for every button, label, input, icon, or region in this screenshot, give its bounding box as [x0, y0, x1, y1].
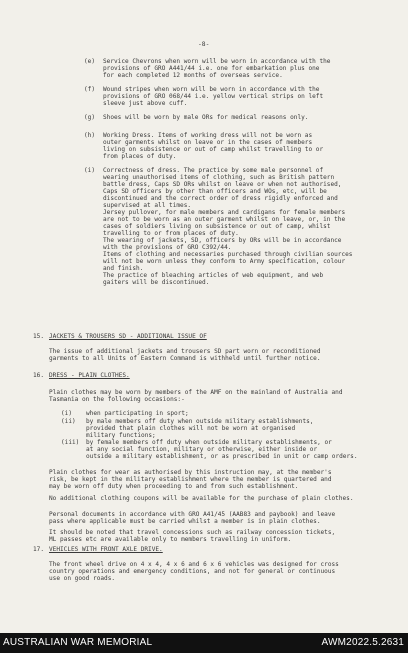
section-heading: JACKETS & TROUSERS SD - ADDITIONAL ISSUE OF: [49, 333, 207, 340]
paragraph-line: ML passes etc are available only to members travelling in uniform.: [49, 536, 292, 543]
item-text-line: provisions of GRO 068/44 i.e. yellow vertical strips on left: [103, 93, 324, 100]
item-text-line: Items of clothing and necessaries purchased through civilian sources: [103, 251, 353, 258]
item-text-line: supervised at all times.: [103, 202, 192, 209]
paragraph-line: The issue of additional jackets and trousers SD part worn or reconditioned: [49, 348, 321, 355]
item-text-line: and finish.: [103, 265, 144, 272]
item-text-line: are not to be worn as an outer garment whilst on leave, or, in the: [103, 216, 346, 223]
occasion-text-line: outside a military establishment, or as prescribed in unit or camp orders.: [86, 453, 358, 460]
item-text-line: wearing unauthorised items of clothing, such as British pattern: [103, 174, 335, 181]
item-text-line: discontinued and the correct order of dress rigidly enforced and: [103, 195, 338, 202]
item-text-line: Jersey pullover, for male members and cardigans for female members: [103, 209, 346, 216]
occasion-marker: (ii): [61, 418, 76, 425]
item-text-line: travelling to or from places of duty.: [103, 230, 239, 237]
occasion-marker: (i): [61, 410, 73, 417]
item-text-line: provisions of GRO A441/44 i.e. one for embarkation plus one: [103, 65, 320, 72]
page-number: -8-: [198, 41, 210, 48]
paragraph-line: Plain clothes may be worn by members of the AMF on the mainland of Australia and: [49, 389, 343, 396]
item-marker: (h): [84, 132, 96, 139]
item-text-line: from places of duty.: [103, 153, 177, 160]
item-text-line: Shoes will be worn by male ORs for medical reasons only.: [103, 114, 309, 121]
item-marker: (i): [84, 167, 96, 174]
item-text-line: living on subsistence or out of camp whilst travelling to or: [103, 146, 324, 153]
item-text-line: outer garments whilst on leave or in the cases of members: [103, 139, 313, 146]
section-heading: DRESS - PLAIN CLOTHES.: [49, 372, 130, 379]
item-text-line: The practice of bleaching articles of web equipment, and web: [103, 272, 324, 279]
item-text-line: The wearing of jackets, SD, officers by ORs will be in accordance: [103, 237, 342, 244]
item-marker: (g): [84, 114, 96, 121]
item-text-line: Caps SD officers by other than officers and WOs, etc, will be: [103, 188, 327, 195]
item-text-line: battle dress, Caps SD ORs whilst on leave or when not authorised,: [103, 181, 342, 188]
item-text-line: for each completed 12 months of overseas service.: [103, 72, 283, 79]
section-number: 17.: [33, 546, 45, 553]
section-heading: VEHICLES WITH FRONT AXLE DRIVE.: [49, 546, 163, 553]
paragraph-line: Plain clothes for wear as authorised by this instruction may, at the member's: [49, 469, 332, 476]
occasion-text-line: at any social function, military or otherwise, either inside or: [86, 446, 318, 453]
paragraph-line: It should be noted that travel concessions such as railway concession tickets,: [49, 529, 336, 536]
item-marker: (e): [84, 58, 96, 65]
footer-accession-number: AWM2022.5.2631: [321, 637, 404, 648]
paragraph-line: garments to all Units of Eastern Command is withheld until further notice.: [49, 355, 321, 362]
paragraph-line: Personal documents in accordance with GRO A41/45 (AAB83 and paybook) and leave: [49, 511, 336, 518]
item-text-line: sleeve just above cuff.: [103, 100, 188, 107]
paragraph-line: risk, be kept in the military establishment where the member is quartered and: [49, 476, 332, 483]
section-number: 15.: [33, 333, 45, 340]
item-text-line: cases of soldiers living on subsistence or out of camp, whilst: [103, 223, 331, 230]
paragraph-line: country operations and emergency conditions, and not for general or continuous: [49, 568, 336, 575]
occasion-marker: (iii): [61, 439, 80, 446]
item-text-line: Service Chevrons when worn will be worn in accordance with the: [103, 58, 331, 65]
footer-institution: AUSTRALIAN WAR MEMORIAL: [3, 637, 153, 648]
item-text-line: Correctness of dress. The practice by some male personnel of: [103, 167, 324, 174]
paragraph-line: pass where applicable must be carried whilst a member is in plain clothes.: [49, 518, 321, 525]
item-text-line: Wound stripes when worn will be worn in accordance with the: [103, 86, 320, 93]
occasion-text-line: provided that plain clothes will not be worn at organised: [86, 425, 296, 432]
occasion-text-line: by male members off duty when outside military establishments,: [86, 418, 314, 425]
item-text-line: will not be worn unless they conform to Army specification, colour: [103, 258, 346, 265]
occasion-text-line: by female members off duty when outside military establishments, or: [86, 439, 332, 446]
paragraph-line: may be worn off duty when proceeding to and from such establishment.: [49, 483, 299, 490]
paragraph-line: The front wheel drive on 4 x 4, 4 x 6 and 6 x 6 vehicles was designed for cross: [49, 561, 339, 568]
paragraph-line: Tasmania on the following occasions:-: [49, 396, 185, 403]
item-marker: (f): [84, 86, 96, 93]
paragraph-line: No additional clothing coupons will be available for the purchase of plain clothes.: [49, 495, 354, 502]
occasion-text-line: when participating in sport;: [86, 410, 189, 417]
section-number: 16.: [33, 372, 45, 379]
item-text-line: with the provisions of GRO C392/44.: [103, 244, 232, 251]
footer-bar: [0, 633, 408, 653]
item-text-line: Working Dress. Items of working dress will not be worn as: [103, 132, 313, 139]
occasion-text-line: military functions;: [86, 432, 156, 439]
paragraph-line: use on good roads.: [49, 575, 116, 582]
item-text-line: gaiters will be discontinued.: [103, 279, 210, 286]
